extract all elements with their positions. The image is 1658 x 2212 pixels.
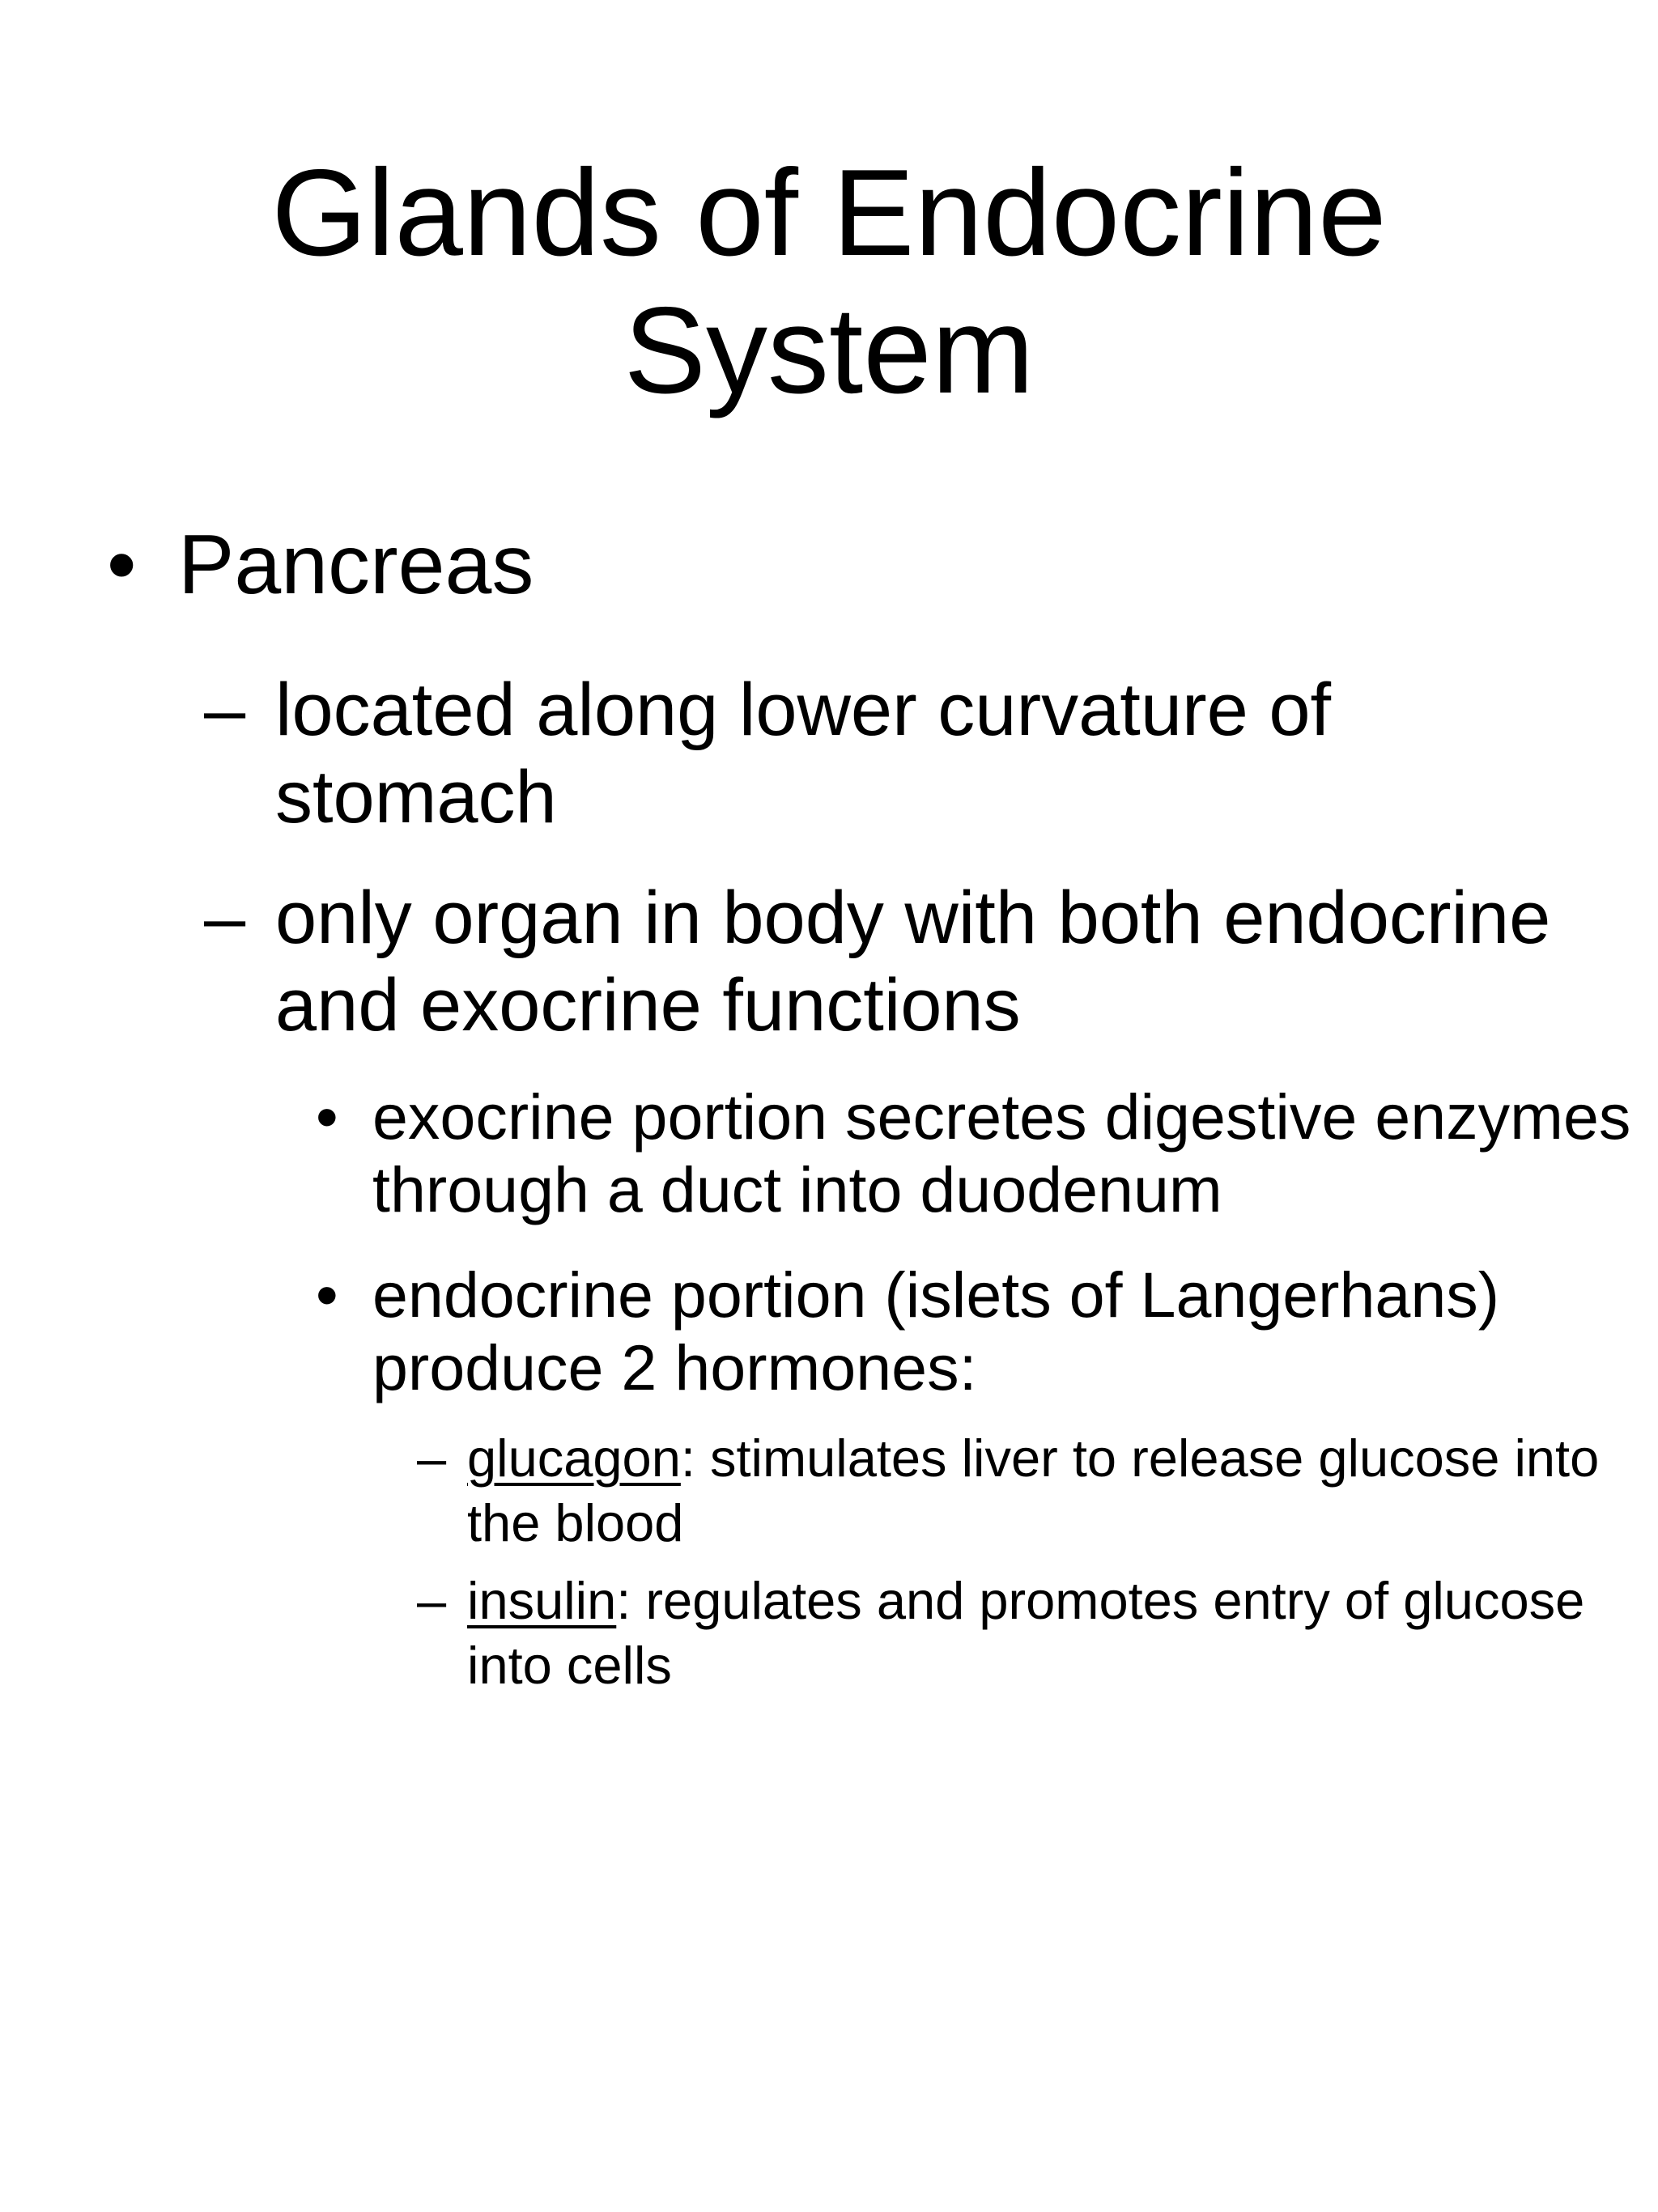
bullet-endocrine-text: endocrine portion (islets of Langerhans) produce 2 hormones:	[372, 1259, 1500, 1403]
subbullet-functions-text: only organ in body with both endocrine and exocrine functions	[275, 877, 1551, 1047]
subbullet-location-text: located along lower curvature of stomach	[275, 669, 1332, 839]
glucagon-term: glucagon	[467, 1429, 681, 1488]
bullet-dot-icon: •	[316, 1081, 338, 1153]
hormone-insulin-text	[467, 1569, 1617, 1698]
insulin-term: insulin	[467, 1571, 617, 1630]
slide-title	[0, 144, 1658, 419]
slide-title-line-1: Glands of Endocrine	[271, 144, 1387, 282]
dash-icon: –	[417, 1571, 447, 1630]
hormone-glucagon-text	[467, 1426, 1617, 1556]
bullet-dot-icon: •	[316, 1259, 338, 1331]
slide-title-line-2: System	[623, 282, 1035, 419]
insulin-description: : regulates and promotes entry of glucose into cells	[467, 1571, 1585, 1695]
dash-icon: –	[204, 669, 246, 751]
dash-icon: –	[204, 877, 246, 959]
bullet-pancreas-text: Pancreas	[178, 518, 534, 612]
bullet-exocrine-text: exocrine portion secretes digestive enzymes through a duct into duodenum	[372, 1081, 1631, 1225]
glucagon-description: : stimulates liver to release glucose into the blood	[467, 1429, 1600, 1552]
dash-icon: –	[417, 1429, 447, 1488]
bullet-dot-icon: •	[107, 518, 137, 612]
